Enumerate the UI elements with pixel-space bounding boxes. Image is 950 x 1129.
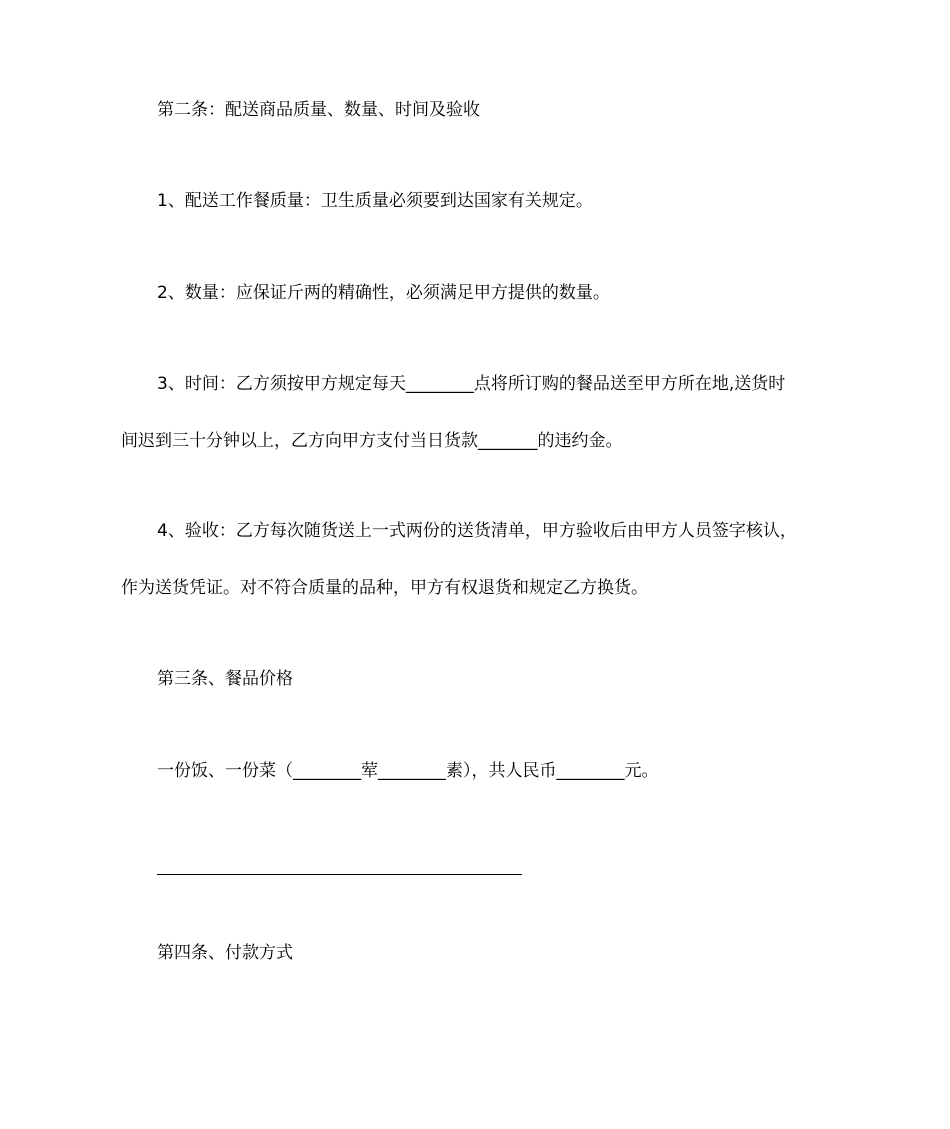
- price-line: 一份饭、一份菜（________荤________素），共人民币________元。: [157, 761, 659, 781]
- article-3-heading: 第三条、餐品价格: [157, 669, 293, 689]
- article-2-item-1: 1、配送工作餐质量：卫生质量必须要到达国家有关规定。: [157, 191, 593, 211]
- article-2-item-3-line-1: 3、时间：乙方须按甲方规定每天________点将所订购的餐品送至甲方所在地,送货时: [157, 374, 786, 394]
- article-4-heading: 第四条、付款方式: [157, 943, 293, 963]
- blank-rule-line: [157, 874, 522, 875]
- article-2-item-4-line-2: 作为送货凭证。对不符合质量的品种，甲方有权退货和规定乙方换货。: [121, 578, 648, 598]
- article-2-item-3-line-2: 间迟到三十分钟以上，乙方向甲方支付当日货款_______的违约金。: [121, 431, 623, 451]
- article-2-item-4-line-1: 4、验收：乙方每次随货送上一式两份的送货清单，甲方验收后由甲方人员签字核认，: [157, 521, 797, 541]
- article-2-item-2: 2、数量：应保证斤两的精确性，必须满足甲方提供的数量。: [157, 283, 610, 303]
- article-2-heading: 第二条：配送商品质量、数量、时间及验收: [157, 100, 480, 120]
